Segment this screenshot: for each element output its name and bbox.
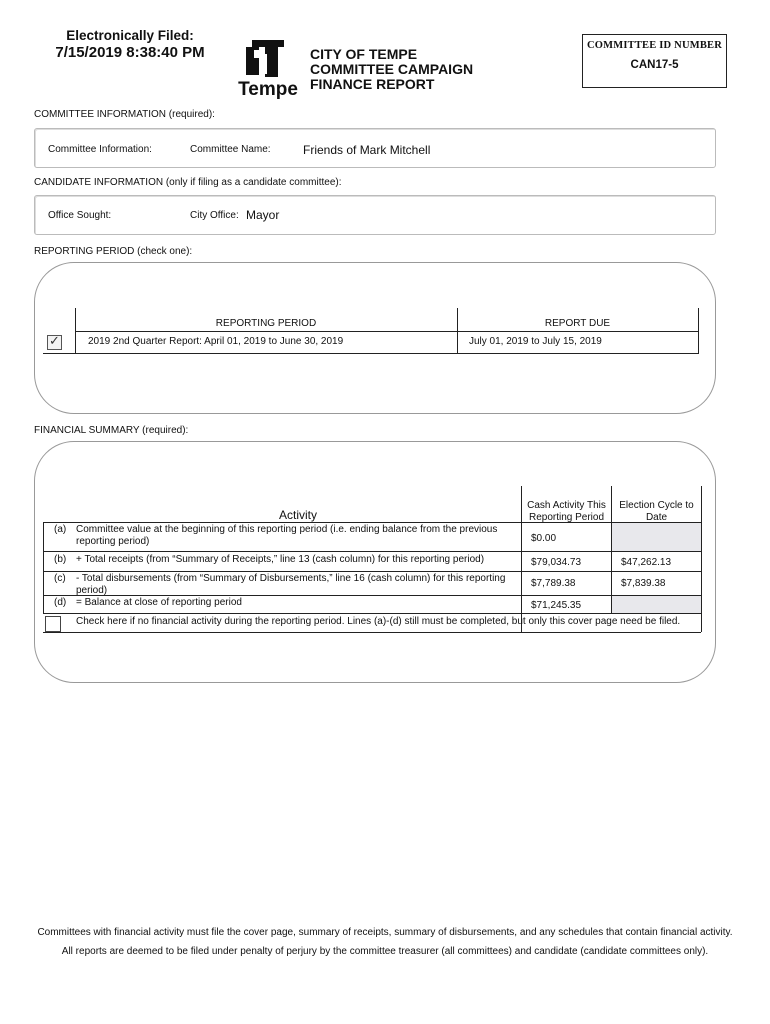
logo-text: Tempe [238,79,298,100]
city-office-label: City Office: [190,210,239,221]
candidate-info-section-label: CANDIDATE INFORMATION (only if filing as a candidate committee): [34,177,342,188]
checkmark-icon: ✓ [49,333,60,348]
period-checkbox[interactable] [47,335,62,355]
row-c-text [76,573,516,597]
row-d-cash[interactable]: $71,245.35 [531,600,582,611]
row-c-letter: (c) [54,573,66,584]
row-b-letter: (b) [54,554,67,565]
row-d-text: = Balance at close of reporting period [76,597,242,608]
col-reporting-period: REPORTING PERIOD [215,318,317,329]
report-title [310,47,473,92]
office-sought-label: Office Sought: [48,210,112,221]
checkbox-icon [47,335,62,350]
title-line-1: CITY OF TEMPE [310,46,418,62]
col-cash-activity [522,500,611,524]
row-c-cash[interactable]: $7,789.38 [531,578,576,589]
period-row-text: 2019 2nd Quarter Report: April 01, 2019 to June 30, 2019 [88,336,344,347]
reporting-period-section-label: REPORTING PERIOD (check one): [34,246,193,257]
committee-name-label: Committee Name: [190,144,271,155]
filed-datetime: 7/15/2019 8:38:40 PM [55,44,205,61]
col-report-due: REPORT DUE [544,318,611,329]
row-a-letter: (a) [54,524,67,535]
col-cash-line2: Reporting Period [528,512,605,523]
candidate-info-box [34,195,716,235]
city-office-value[interactable]: Mayor [246,208,280,222]
row-c-text-line2: period) [76,585,108,596]
period-row-due: July 01, 2019 to July 15, 2019 [469,336,602,347]
row-a-cash[interactable]: $0.00 [531,533,557,544]
col-cycle-line2: Date [645,512,668,523]
row-a-text-line1: Committee value at the beginning of this reporting period (i.e. ending balance from the previous [76,524,498,535]
tempe-logo [232,38,304,100]
title-line-3: FINANCE REPORT [310,76,435,92]
col-election-cycle [612,500,701,524]
committee-info-section-label: COMMITTEE INFORMATION (required): [34,109,215,120]
committee-id-label: COMMITTEE ID NUMBER [586,40,723,51]
no-activity-checkbox[interactable] [45,616,61,632]
committee-name-value[interactable]: Friends of Mark Mitchell [303,143,431,157]
filed-label: Electronically Filed: [66,28,194,43]
tempe-logo-icon [232,38,304,100]
row-c-cycle[interactable]: $7,839.38 [621,578,666,589]
footer-line-2: All reports are deemed to be filed under penalty of perjury by the committee treasurer (all committees) and candidate (candidate committees only). [61,946,709,957]
row-d-letter: (d) [54,597,67,608]
col-cash-line1: Cash Activity This [527,500,606,511]
activity-header: Activity [278,508,317,522]
col-cycle-line1: Election Cycle to [619,500,694,511]
row-b-cash[interactable]: $79,034.73 [531,557,582,568]
row-a-text [76,524,516,548]
no-activity-text: Check here if no financial activity during the reporting period. Lines (a)-(d) still must be completed, but only this cover page need be filed. [76,616,681,627]
committee-info-label: Committee Information: [48,144,152,155]
row-c-text-line1: - Total disbursements (from “Summary of Disbursements,” line 16 (cash column) for this reporting [76,573,506,584]
title-line-2: COMMITTEE CAMPAIGN [310,61,474,77]
committee-id-box [582,34,727,88]
row-a-text-line2: reporting period) [76,536,150,547]
cycle-d-shaded-cell [612,596,701,613]
committee-id-value: CAN17-5 [630,59,679,71]
row-b-text: + Total receipts (from “Summary of Receipts,” line 13 (cash column) for this reporting period) [76,554,485,565]
footer-line-1: Committees with financial activity must file the cover page, summary of receipts, summary of disbursements, and any schedules that contain financial activity. [37,927,733,938]
cycle-a-shaded-cell [612,523,701,551]
financial-summary-section-label: FINANCIAL SUMMARY (required): [34,425,189,436]
row-b-cycle[interactable]: $47,262.13 [621,557,672,568]
